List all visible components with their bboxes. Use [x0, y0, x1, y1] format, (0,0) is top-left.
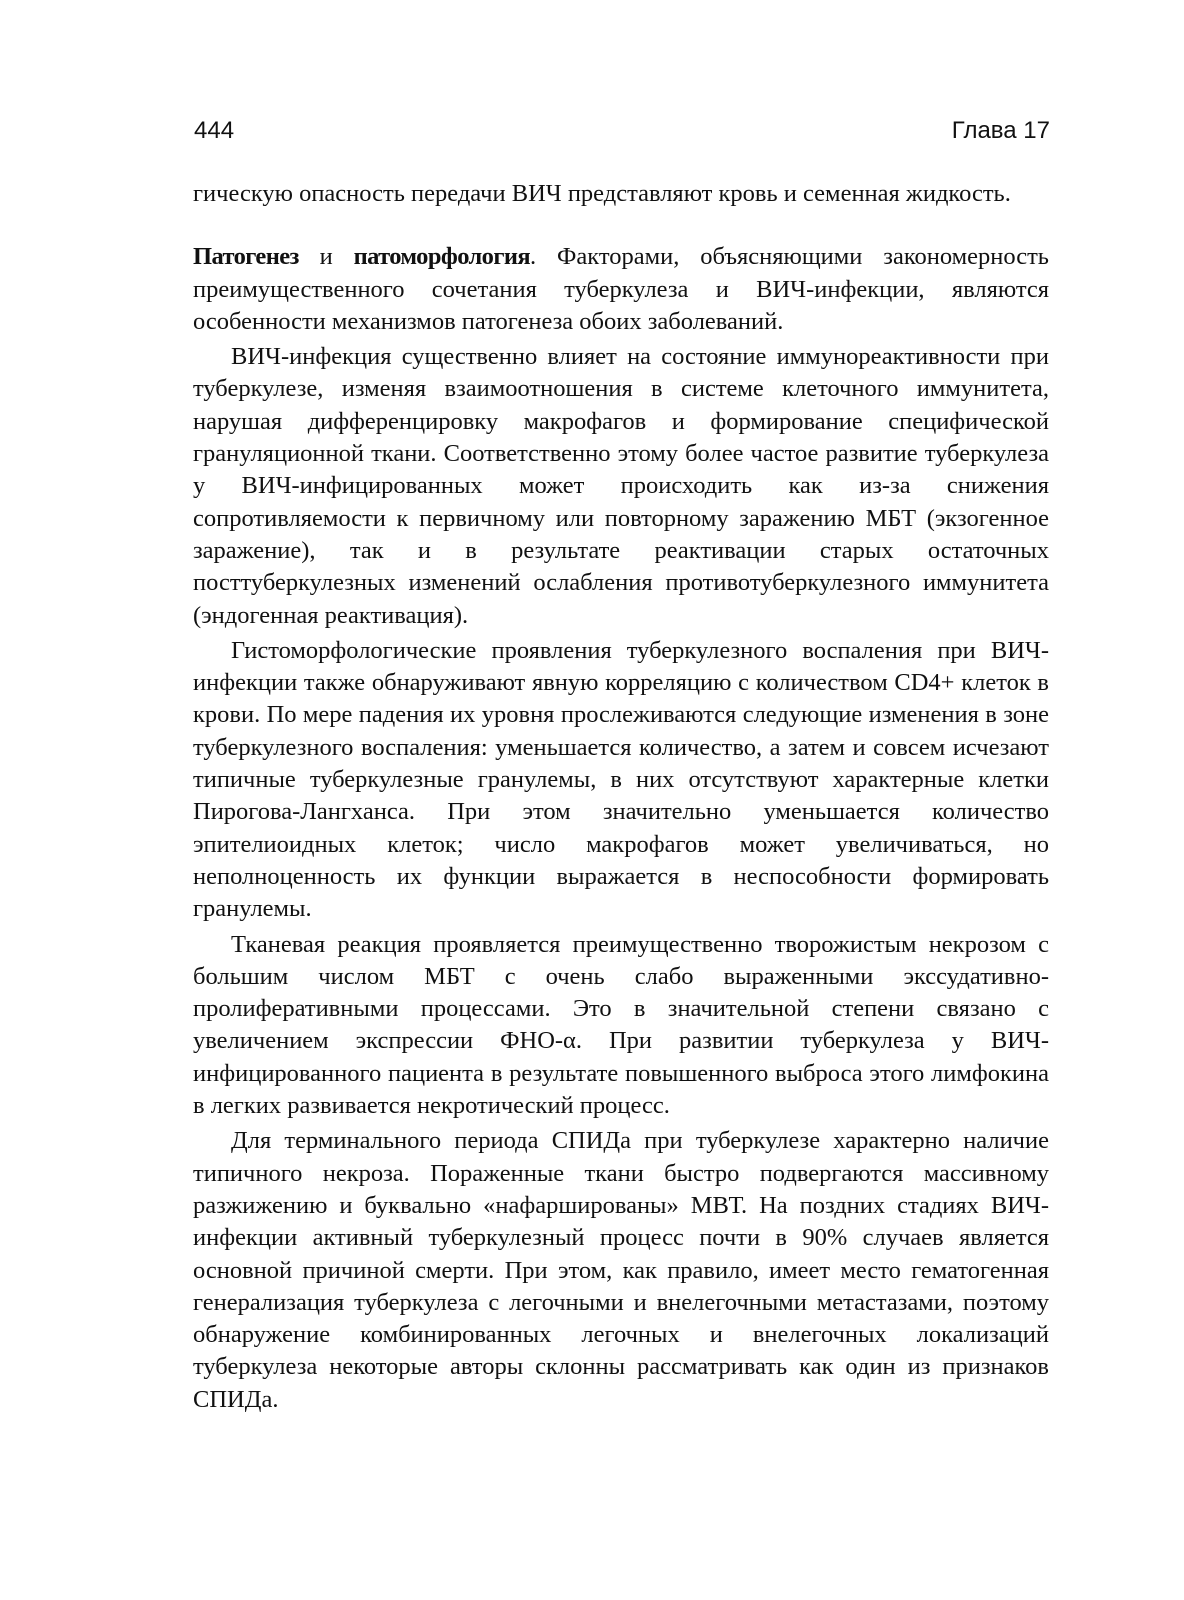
run-in-heading-pathogenesis: Патогенез: [193, 243, 299, 271]
paragraph-immunoreactivity: ВИЧ-инфекция существенно влияет на состояние иммунореактивности при туберкулезе, изменяя взаимоотношения в системе клеточного иммунитета, нарушая дифференцировку макрофагов и формирование специфической грануляционной ткани. Соответственно этому более частое развитие туберкулеза у ВИЧ-инфицированных может происходить как из-за снижения сопротивляемости к первичному или повторному заражению МБТ (экзогенное заражение), так и в результате реактивации старых остаточных посттуберкулезных изменений ослабления противотуберкулезного иммунитета (эндогенная реактивация).: [193, 343, 1049, 629]
conjunction-text: и: [298, 243, 354, 271]
running-head: [194, 114, 1050, 148]
paragraph-pathogenesis: [193, 241, 1049, 338]
paragraph-tissue-reaction: Тканевая реакция проявляется преимущественно творожистым некрозом с большим числом МБТ с очень слабо выраженными экссудативно-пролиферативными процессами. Это в значительной степени связано с увеличением экспрессии ФНО-α. При развитии туберкулеза у ВИЧ-инфицированного пациента в результате повышенного выброса этого лимфокина в легких развивается некротический процесс.: [193, 930, 1049, 1120]
body-text: [193, 178, 1049, 1416]
chapter-label: Глава 17: [951, 117, 1050, 144]
paragraph-histomorphology: Гистоморфологические проявления туберкулезного воспаления при ВИЧ-инфекции также обнаруживают явную корреляцию с количеством CD4+ клеток в крови. По мере падения их уровня прослеживаются следующие изменения в зоне туберкулезного воспаления: уменьшается количество, а затем и совсем исчезают типичные туберкулезные гранулемы, в них отсутствуют характерные клетки Пирогова-Лангханса. При этом значительно уменьшается количество эпителиоидных клеток; число макрофагов может увеличиваться, но неполноценность их функции выражается в неспособности формировать гранулемы.: [193, 636, 1049, 923]
page-number: 444: [194, 117, 235, 144]
paragraph-terminal-period: Для терминального периода СПИДа при туберкулезе характерно наличие типичного некроза. Пораженные ткани быстро подвергаются массивному разжижению и буквально «нафаршированы» МВТ. На поздних стадиях ВИЧ-инфекции активный туберкулезный процесс почти в 90% случаев является основной причиной смерти. При этом, как правило, имеет место гематогенная генерализация туберкулеза с легочными и внелегочными метастазами, поэтому обнаружение комбинированных легочных и внелегочных локализаций туберкулеза некоторые авторы склонны рассматривать как один из признаков СПИДа.: [193, 1127, 1049, 1413]
paragraph-pathogenesis-text: . Факторами, объясняющими закономерность преимущественного сочетания туберкулеза и ВИЧ-инфекции, являются особенности механизмов патогенеза обоих заболеваний.: [193, 243, 1049, 335]
paragraph-continued: гическую опасность передачи ВИЧ представляют кровь и семенная жидкость.: [193, 180, 1011, 207]
run-in-heading-pathomorphology: патоморфология: [353, 243, 531, 271]
